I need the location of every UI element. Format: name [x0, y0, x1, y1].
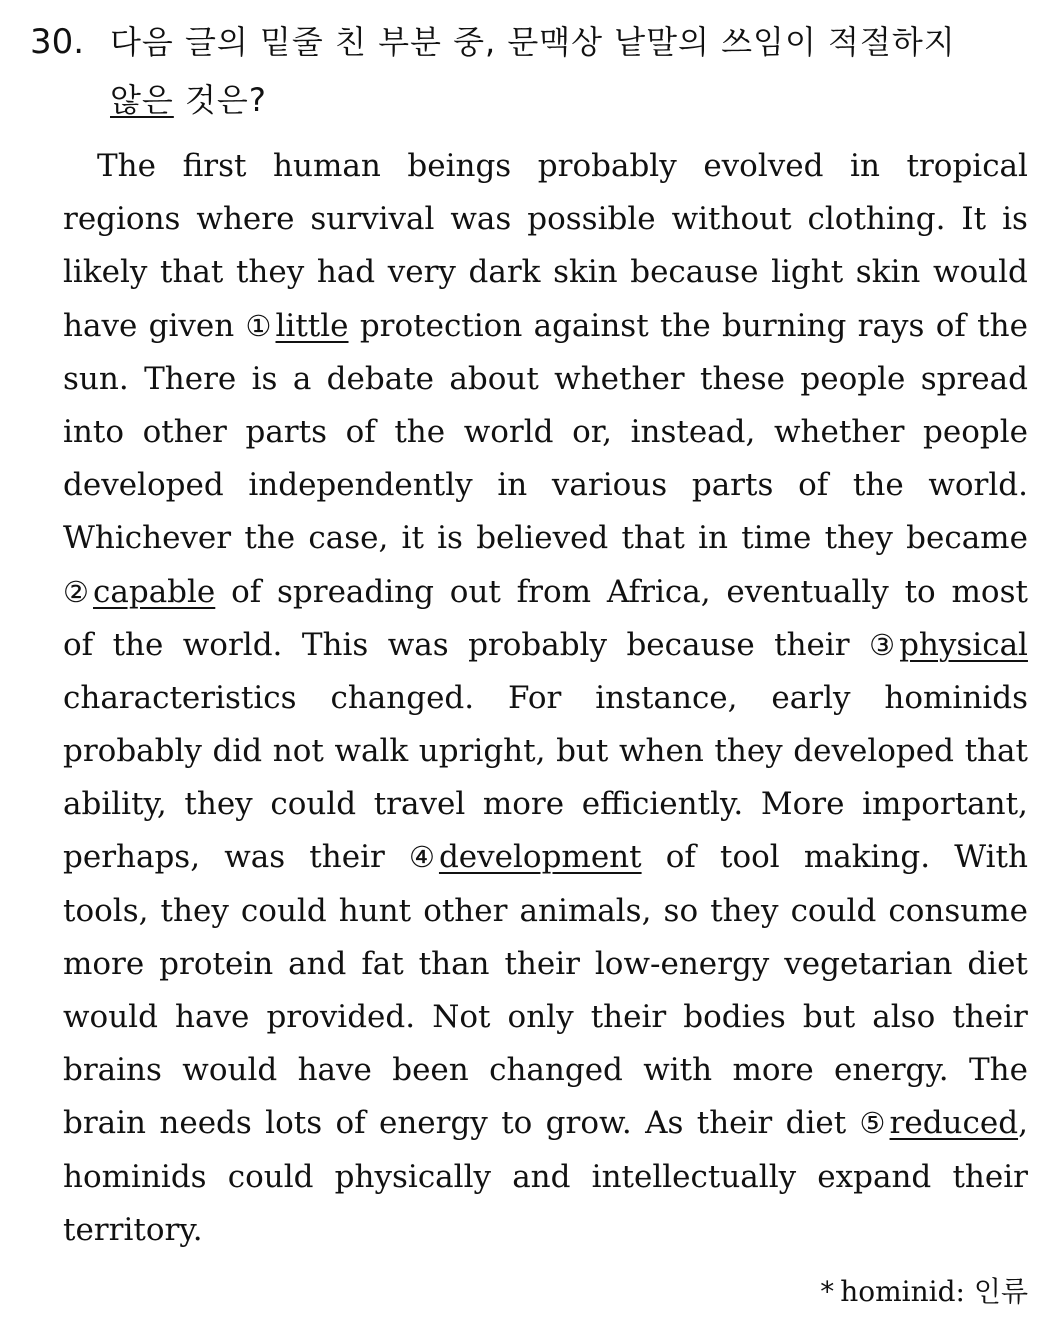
passage-word: of: [63, 626, 94, 663]
passage-word: spreading: [277, 573, 434, 610]
passage-line: [63, 566, 1028, 619]
passage-word: of: [335, 1105, 366, 1142]
passage-word: skin: [553, 254, 618, 291]
passage-word: vegetarian: [784, 945, 953, 982]
passage-word: their: [952, 999, 1028, 1035]
passage-word: but: [802, 999, 856, 1035]
passage-word: have: [175, 999, 250, 1035]
passage-word: provided.: [266, 999, 416, 1035]
choice-number-1: ①: [245, 308, 272, 343]
passage-line: [63, 1204, 1028, 1257]
passage-line: [63, 991, 1028, 1044]
passage-word: their: [504, 945, 580, 982]
passage-word: of: [935, 307, 966, 344]
passage-word: fat: [361, 945, 404, 982]
passage-word: was: [387, 626, 449, 663]
passage-word: to: [501, 1105, 533, 1142]
passage-word: the: [112, 626, 164, 663]
passage-word: only: [507, 999, 574, 1035]
passage-line: [63, 353, 1028, 406]
passage-word: This: [301, 626, 369, 663]
footnote: [820, 1270, 1028, 1314]
passage-word: would: [63, 999, 158, 1035]
underlined-choice-4: [409, 831, 642, 884]
passage-word: could: [270, 786, 357, 823]
passage-word: For: [508, 679, 562, 716]
passage-word: when: [618, 733, 704, 770]
passage-word: changed: [489, 1052, 623, 1089]
passage-word: so: [663, 892, 699, 929]
passage-word: could: [240, 892, 327, 929]
passage-word: instance,: [595, 679, 738, 716]
passage-word: time: [741, 520, 812, 557]
passage-word: people: [923, 413, 1028, 450]
passage-word: into: [63, 413, 125, 450]
choice-word-5: reduced: [889, 1105, 1019, 1142]
passage-word: world.: [182, 626, 283, 663]
passage-word: was: [224, 839, 286, 876]
passage-word: protection: [359, 307, 523, 344]
passage-word: with: [643, 1052, 713, 1089]
passage-word: that: [964, 733, 1028, 770]
passage-word: to: [904, 573, 936, 610]
question-text: [110, 14, 1030, 128]
passage-word: more: [482, 786, 565, 823]
passage-word: The: [968, 1052, 1028, 1089]
passage-word: have: [297, 1052, 372, 1089]
choice-word-2: capable: [93, 573, 216, 610]
passage-word: where: [196, 201, 295, 238]
passage-word: physically: [334, 1158, 492, 1195]
passage-word: first: [182, 148, 247, 184]
question-line-2-rest: 것은?: [173, 81, 267, 119]
passage-word: their: [952, 1158, 1028, 1195]
passage-word: upright,: [418, 733, 546, 770]
passage-word: regions: [63, 201, 181, 238]
passage-word: There: [144, 360, 237, 397]
passage-line: [63, 1097, 1028, 1150]
passage-line: [63, 246, 1028, 299]
choice-word-3: physical: [899, 626, 1028, 663]
passage-word: As: [645, 1105, 684, 1142]
passage-word: world.: [928, 467, 1028, 504]
underlined-choice-3: [869, 619, 1028, 672]
passage-word: the: [244, 520, 296, 557]
passage-word: survival: [310, 201, 435, 238]
passage-word: would: [932, 254, 1028, 291]
passage-line: [63, 831, 1028, 884]
passage-word: evolved: [703, 148, 824, 184]
passage-word: sun.: [63, 360, 129, 397]
passage-word: lots: [265, 1105, 323, 1142]
passage-word: diet: [967, 945, 1028, 982]
passage-word: and: [288, 945, 347, 982]
passage-word: very: [387, 254, 456, 291]
passage-line: [63, 140, 1028, 193]
passage-word: a: [292, 360, 312, 397]
passage-word: probably: [537, 148, 677, 184]
passage-word: bodies: [683, 999, 786, 1035]
passage-word: their: [309, 839, 385, 876]
footnote-term: hominid:: [840, 1275, 965, 1308]
passage-word: tool: [720, 839, 780, 876]
passage-word: could: [790, 892, 877, 929]
passage-word: skin: [855, 254, 921, 291]
passage-line: [63, 778, 1028, 831]
passage-word: energy.: [834, 1052, 949, 1089]
underlined-choice-2: [63, 566, 215, 619]
passage-word: human: [273, 148, 381, 184]
passage-word: dark: [468, 254, 541, 291]
passage-word: most: [951, 573, 1028, 610]
passage-word: their: [774, 626, 850, 663]
passage-word: that: [159, 254, 224, 291]
passage-word: tropical: [906, 148, 1028, 184]
passage-word: in: [497, 467, 528, 504]
passage-word: against: [533, 307, 649, 344]
footnote-asterisk: *: [820, 1275, 835, 1308]
passage-word: characteristics: [63, 679, 297, 716]
passage-word: whether: [773, 413, 905, 450]
passage-word: ability,: [63, 786, 167, 823]
passage-word: grow.: [545, 1105, 632, 1142]
passage-word: other: [423, 892, 508, 929]
footnote-meaning: 인류: [973, 1275, 1028, 1308]
passage-word: beings: [407, 148, 512, 184]
passage-word: low-energy: [594, 945, 770, 982]
passage-word: also: [872, 999, 936, 1035]
passage-word: because: [630, 254, 759, 291]
passage-line: [63, 619, 1028, 672]
passage-word: burning: [722, 307, 847, 344]
passage-word: brains: [63, 1052, 162, 1089]
passage-word: and: [512, 1158, 571, 1195]
passage-line: [63, 1151, 1028, 1204]
passage-word: have: [63, 307, 138, 344]
passage-word: instead,: [630, 413, 756, 450]
passage-word: animals,: [519, 892, 652, 929]
passage-word: about: [449, 360, 539, 397]
passage-word: With: [954, 839, 1028, 876]
passage-word: efficiently.: [581, 786, 744, 823]
passage-word: they: [824, 520, 893, 557]
passage-word: without: [671, 201, 792, 238]
passage-word: their: [696, 1105, 773, 1142]
passage-word: they: [160, 892, 229, 929]
passage-word: The: [97, 148, 156, 184]
passage-word: could: [227, 1158, 314, 1195]
passage-word: needs: [159, 1105, 252, 1142]
question-number: 30.: [30, 22, 85, 62]
passage-word: is: [437, 520, 463, 557]
passage-word: parts: [245, 413, 327, 450]
underlined-choice-5: [860, 1097, 1028, 1150]
choice-word-1: little: [275, 307, 349, 344]
passage-word: they: [710, 892, 779, 929]
passage-word: developed: [793, 733, 954, 770]
passage-word: territory.: [63, 1211, 203, 1248]
passage-word: likely: [63, 254, 148, 291]
passage-line: [63, 406, 1028, 459]
passage-word: the: [852, 467, 904, 504]
passage-line: [63, 672, 1028, 725]
passage-word: but: [556, 733, 609, 770]
passage-word: of: [665, 839, 696, 876]
passage-word: is: [251, 360, 278, 397]
passage-word: hunt: [338, 892, 412, 929]
passage-word: probably: [63, 733, 202, 770]
passage-word: developed: [63, 467, 224, 504]
passage-word: perhaps,: [63, 839, 201, 876]
passage-word: would: [182, 1052, 278, 1089]
passage-word: possible: [527, 201, 656, 238]
question-underlined-word: 않은: [110, 81, 174, 119]
passage-word: given: [148, 307, 235, 344]
passage-word: Whichever: [63, 520, 232, 557]
passage-word: early: [771, 679, 851, 716]
passage-word: More: [760, 786, 845, 823]
passage-word: more: [63, 945, 145, 982]
passage-word: hominids: [884, 679, 1028, 716]
passage-word: or,: [572, 413, 612, 450]
passage-word: parts: [691, 467, 774, 504]
passage-word: these: [699, 360, 786, 397]
question-line-2: [110, 72, 1030, 128]
passage-word: whether: [554, 360, 685, 397]
passage-word: did: [212, 733, 263, 770]
passage-word: brain: [63, 1105, 147, 1142]
passage-word: travel: [373, 786, 466, 823]
underlined-choice-1: [246, 300, 349, 353]
passage-word: debate: [326, 360, 434, 397]
passage-word: it: [401, 520, 424, 557]
passage-word: making.: [803, 839, 931, 876]
passage-line: [63, 459, 1028, 512]
passage-word: of: [231, 573, 262, 610]
passage-word: It: [961, 201, 987, 238]
passage-word: probably: [468, 626, 608, 663]
passage-word: other: [142, 413, 227, 450]
passage-word: people: [800, 360, 906, 397]
passage-word: rays: [857, 307, 925, 344]
passage-line: [63, 193, 1028, 246]
question-header: [30, 14, 1030, 128]
passage-word: the: [394, 413, 446, 450]
passage-word: various: [551, 467, 668, 504]
passage-word: intellectually: [591, 1158, 797, 1195]
passage-word: protein: [159, 945, 274, 982]
question-line-1: 다음 글의 밑줄 친 부분 중, 문맥상 낱말의 쓰임이 적절하지: [110, 23, 956, 61]
passage-word: energy: [378, 1105, 488, 1142]
choice-number-5: ⑤: [859, 1106, 886, 1141]
choice-number-4: ④: [408, 840, 435, 875]
choice-number-3: ③: [869, 627, 896, 662]
passage-word: out: [449, 573, 501, 610]
choice-number-2: ②: [63, 574, 89, 609]
passage-line: [63, 1044, 1028, 1097]
passage-word: not: [272, 733, 324, 770]
passage-word: of: [345, 413, 376, 450]
passage-word: eventually: [726, 573, 889, 610]
passage-word: had: [316, 254, 376, 291]
passage-word: in: [698, 520, 729, 557]
passage-word: hominids: [63, 1158, 207, 1195]
passage-word: tools,: [63, 892, 149, 929]
passage-word: in: [850, 148, 880, 184]
passage-word: that: [621, 520, 685, 557]
passage-word: consume: [888, 892, 1028, 929]
question-prompt: [30, 14, 1030, 128]
passage-word: believed: [476, 520, 609, 557]
passage-line: [63, 725, 1028, 778]
passage-word: is: [1002, 201, 1028, 238]
passage-line: [63, 938, 1028, 991]
passage-word: spread: [920, 360, 1028, 397]
passage-word: than: [418, 945, 490, 982]
passage-word: the: [977, 307, 1028, 344]
passage-line: [63, 300, 1028, 353]
passage-word: walk: [334, 733, 409, 770]
passage-word: clothing.: [807, 201, 946, 238]
passage-word: changed.: [330, 679, 475, 716]
passage-word: of: [798, 467, 829, 504]
passage-word: their: [590, 999, 667, 1035]
passage-word: independently: [248, 467, 473, 504]
passage-word: they: [235, 254, 305, 291]
passage-word: case,: [308, 520, 389, 557]
passage-word: they: [184, 786, 253, 823]
passage-word: been: [392, 1052, 469, 1089]
passage-word: diet: [785, 1105, 847, 1142]
passage-word: more: [732, 1052, 814, 1089]
passage-word: from: [516, 573, 592, 610]
passage-word: light: [771, 254, 844, 291]
passage-word: the: [659, 307, 711, 344]
passage-word: was: [450, 201, 512, 238]
passage-word: because: [626, 626, 755, 663]
choice-5-comma: ,: [1018, 1105, 1028, 1142]
passage-line: [63, 512, 1028, 565]
passage-word: expand: [817, 1158, 932, 1195]
passage: [63, 140, 1028, 1257]
passage-word: Africa,: [606, 573, 711, 610]
passage-word: world: [463, 413, 554, 450]
passage-word: they: [714, 733, 783, 770]
passage-word: became: [906, 520, 1028, 557]
choice-word-4: development: [438, 839, 642, 876]
passage-word: important,: [862, 786, 1028, 823]
passage-line: [63, 885, 1028, 938]
passage-word: Not: [432, 999, 491, 1035]
